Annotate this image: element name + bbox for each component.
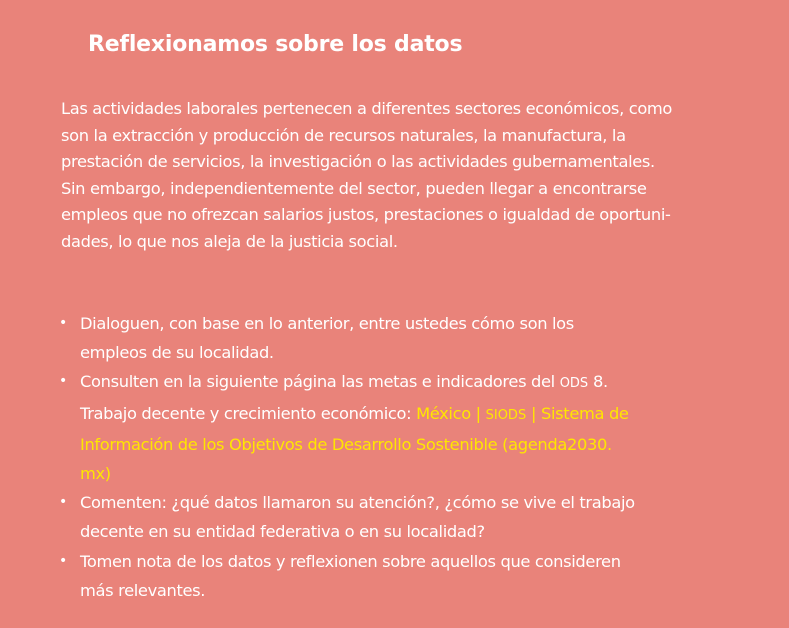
list-item-text-part: Trabajo decente y crecimiento económico: — [80, 403, 417, 423]
intro-line-4: Sin embargo, independientemente del sector, pueden llegar a encontrarse — [61, 178, 647, 198]
list-item-text — [80, 372, 608, 391]
list-item-comenten — [59, 488, 749, 546]
list-item-text: Tomen nota de los datos y reflexionen sobre aquellos que consideren — [80, 551, 621, 571]
list-item-consulten — [59, 367, 749, 488]
list-item-tomen-nota — [59, 547, 749, 605]
list-item-dialoguen — [59, 309, 749, 367]
agenda2030-link-line-4[interactable]: mx) — [80, 464, 111, 484]
ods-abbreviation: ODS — [559, 376, 589, 392]
bullet-icon: • — [59, 373, 67, 390]
list-item-text: Comenten: ¿qué datos llamaron su atención?, ¿cómo se vive el trabajo — [80, 493, 635, 513]
intro-line-1: Las actividades laborales pertenecen a diferentes sectores económicos, como — [61, 99, 673, 118]
link-text-part[interactable]: México | — [416, 403, 486, 423]
list-item-text — [80, 404, 629, 423]
intro-line-6: dades, lo que nos aleja de la justicia social. — [61, 231, 398, 251]
activity-list — [59, 309, 749, 605]
intro-paragraph — [61, 96, 751, 256]
list-item-text: decente en su entidad federativa o en su localidad? — [80, 522, 485, 542]
agenda2030-link-line-3[interactable]: Información de los Objetivos de Desarrollo Sostenible (agenda2030. — [80, 434, 612, 454]
list-item-text: empleos de su localidad. — [80, 343, 274, 363]
intro-line-2: son la extracción y producción de recursos naturales, la manufactura, la — [61, 125, 626, 145]
bullet-icon: • — [59, 552, 67, 569]
bullet-icon: • — [59, 494, 67, 511]
agenda2030-link[interactable] — [416, 404, 629, 423]
siods-abbreviation[interactable]: SIODS — [485, 407, 527, 423]
list-item-text: más relevantes. — [80, 580, 206, 600]
bullet-icon: • — [59, 315, 67, 331]
link-text-part[interactable]: | Sistema de — [526, 403, 629, 423]
page-title: Reflexionamos sobre los datos — [88, 32, 463, 57]
list-item-text-part: 8. — [588, 372, 608, 392]
intro-line-3: prestación de servicios, la investigación o las actividades gubernamentales. — [61, 152, 655, 172]
intro-line-5: empleos que no ofrezcan salarios justos, prestaciones o igualdad de oportuni- — [61, 205, 671, 225]
list-item-text-part: Consulten en la siguiente página las metas e indicadores del — [80, 372, 560, 392]
list-item-text: Dialoguen, con base en lo anterior, entre ustedes cómo son los — [80, 314, 574, 333]
